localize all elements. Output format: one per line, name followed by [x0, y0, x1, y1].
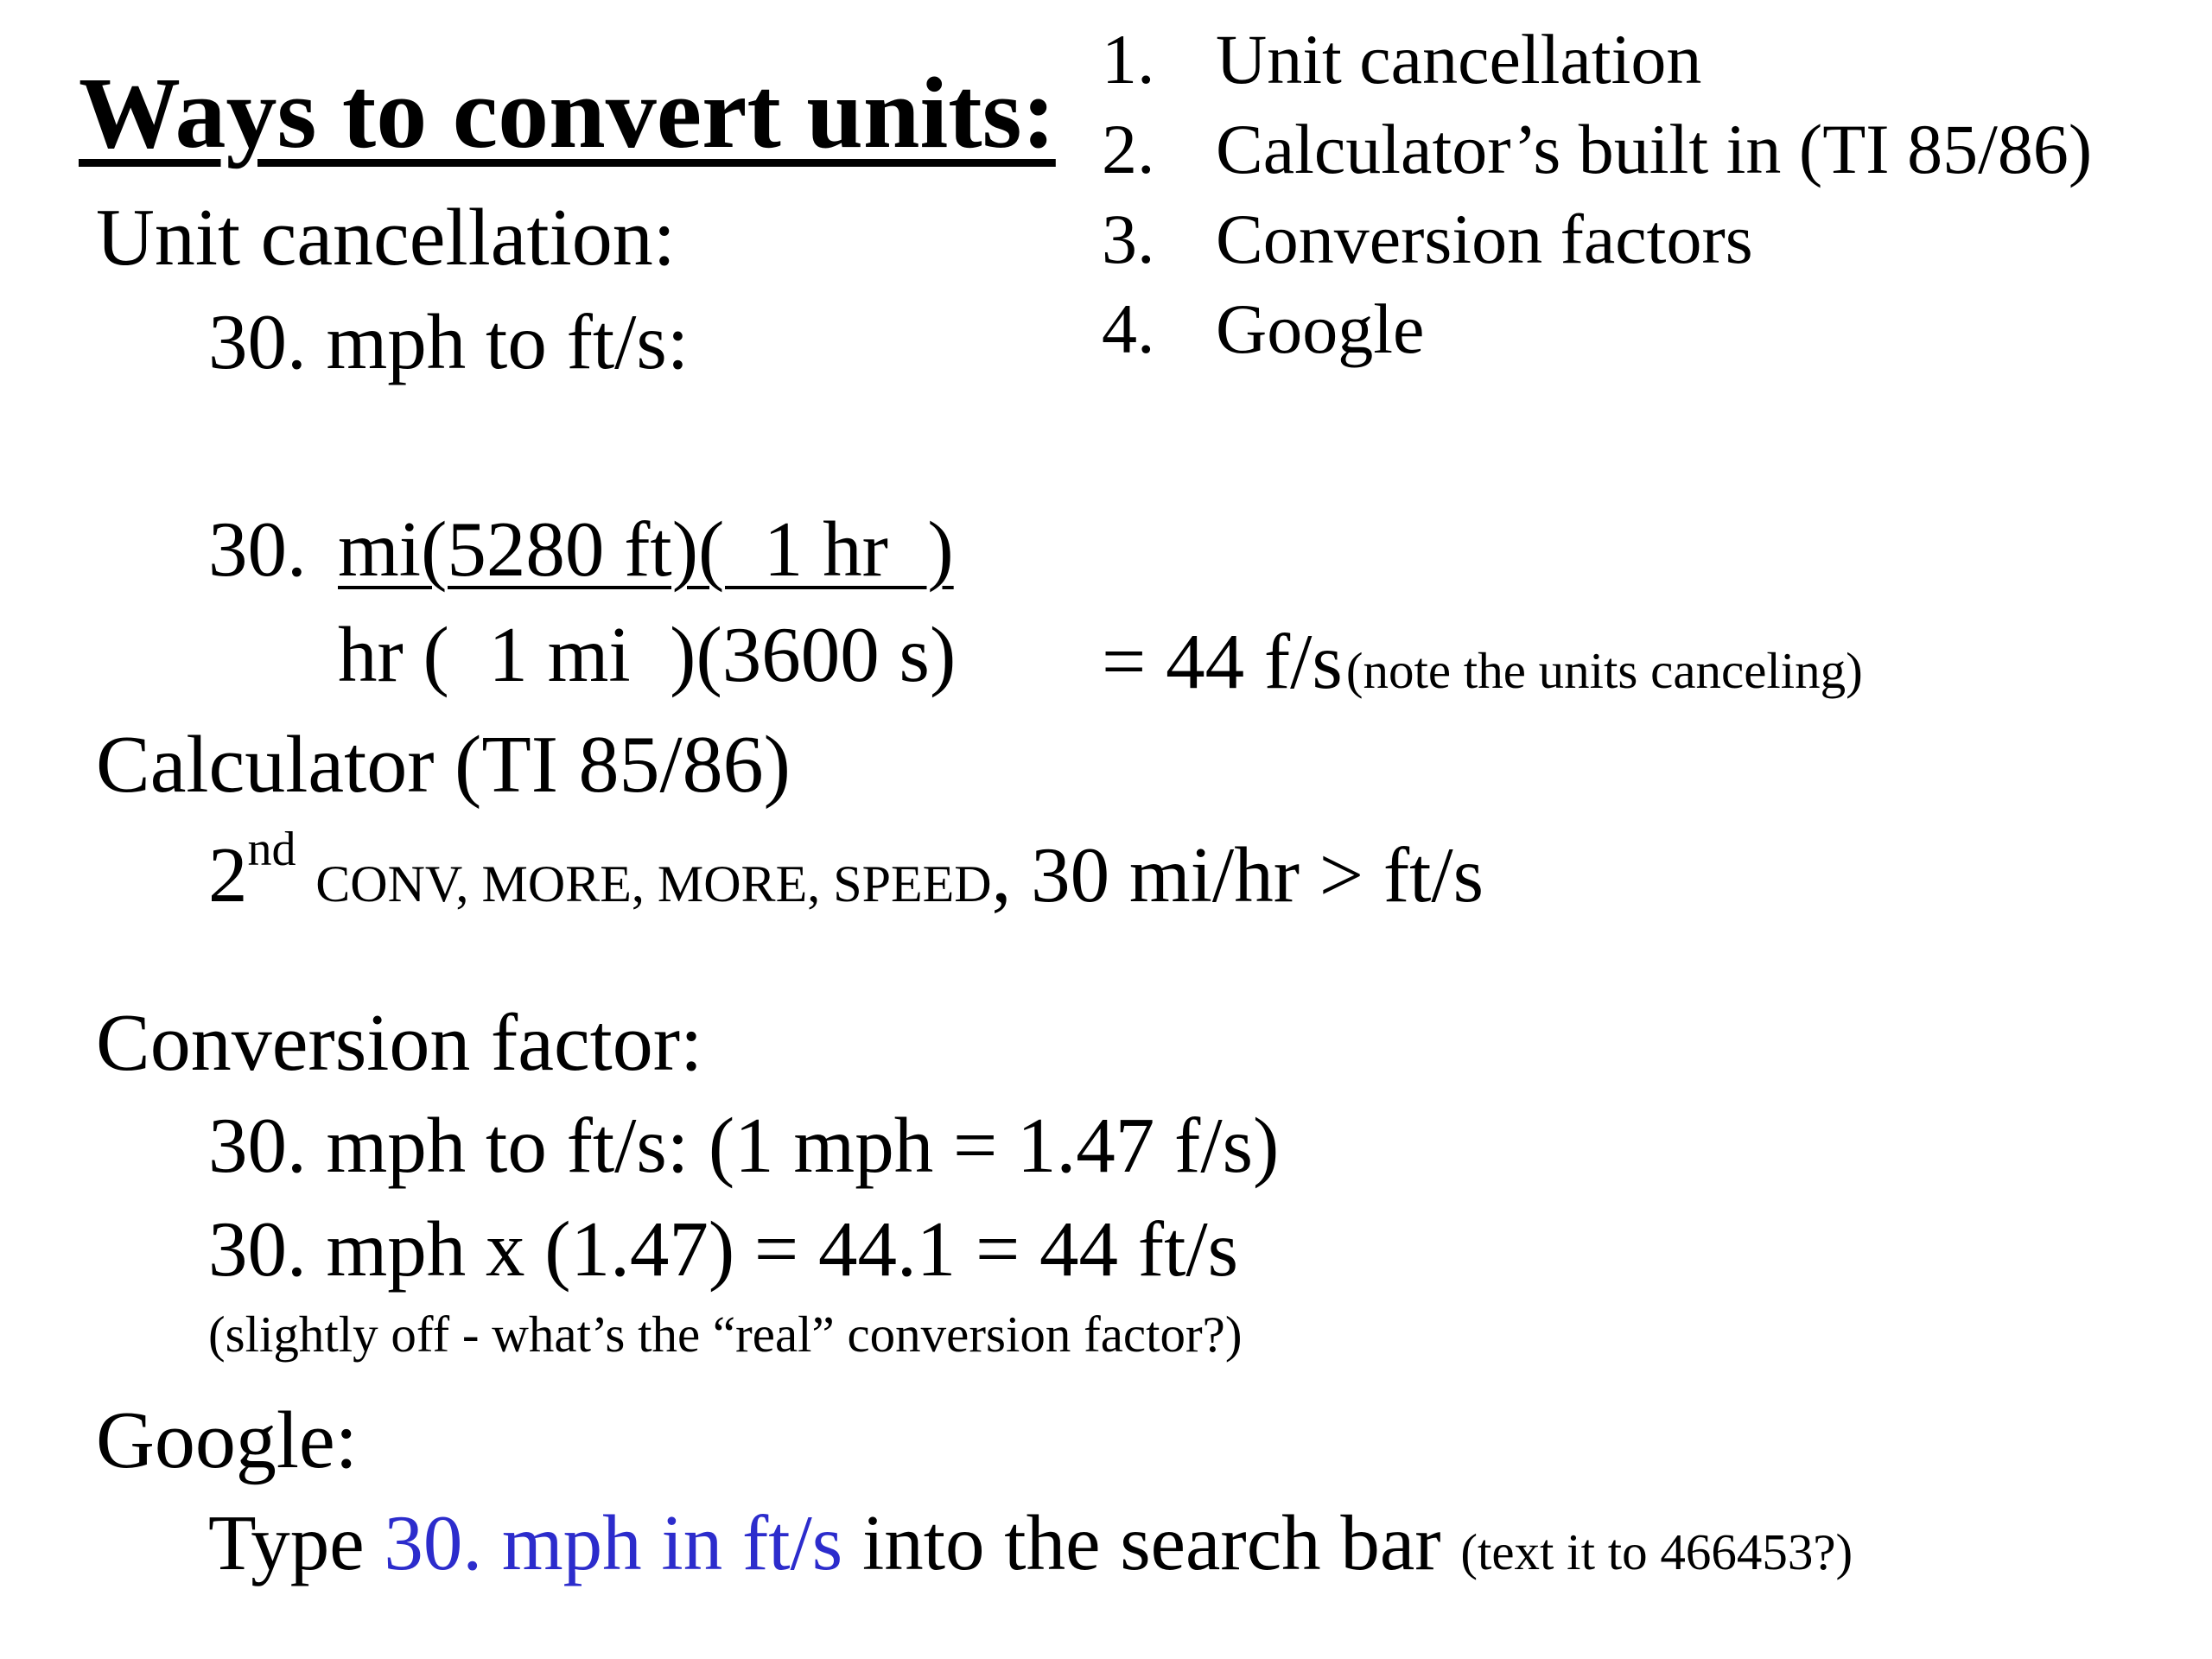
- google-instruction: [208, 1499, 1853, 1586]
- unit-cancellation-problem: 30. mph to ft/s:: [208, 298, 690, 385]
- list-number: 2.: [1102, 110, 1155, 188]
- calculator-heading: Calculator (TI 85/86): [96, 720, 791, 810]
- conversion-factor-note: (slightly off - what’s the “real” conversion factor?): [208, 1306, 1243, 1363]
- list-item: [1102, 20, 2092, 114]
- list-item: [1102, 200, 2092, 294]
- calculator-step-rest: , 30 mi/hr > ft/s: [991, 831, 1484, 918]
- list-label: Conversion factors: [1216, 200, 1753, 278]
- fraction-numerator: mi(5280 ft)( 1 hr ): [338, 505, 954, 593]
- fraction-denominator: hr ( 1 mi )(3600 s): [338, 611, 957, 698]
- conversion-factor-heading: Conversion factor:: [96, 998, 703, 1088]
- calculator-step-sup: nd: [247, 823, 296, 876]
- list-label: Calculator’s built in (TI 85/86): [1216, 110, 2093, 188]
- units-note: (note the units canceling): [1345, 642, 1863, 699]
- google-note: (text it to 466453?): [1460, 1523, 1853, 1580]
- conversion-factor-line2: 30. mph x (1.47) = 44.1 = 44 ft/s: [208, 1205, 1239, 1293]
- list-item: [1102, 289, 2092, 384]
- calculator-step-base: 2: [208, 831, 248, 918]
- google-suffix: into the search bar: [861, 1499, 1441, 1586]
- list-number: 4.: [1102, 289, 1155, 368]
- unit-cancellation-heading: Unit cancellation:: [96, 193, 676, 283]
- conversion-factor-line1: 30. mph to ft/s: (1 mph = 1.47 f/s): [208, 1102, 1280, 1189]
- list-label: Unit cancellation: [1216, 20, 1702, 99]
- list-label: Google: [1216, 289, 1425, 368]
- google-query: 30. mph in ft/s: [384, 1499, 843, 1586]
- list-number: 1.: [1102, 20, 1155, 99]
- google-prefix: Type: [208, 1499, 365, 1586]
- fraction-lead: 30.: [208, 505, 307, 593]
- calculator-keys: CONV, MORE, MORE, SPEED: [315, 855, 992, 912]
- list-item: [1102, 110, 2093, 204]
- google-heading: Google:: [96, 1395, 358, 1485]
- fraction-result: = 44 f/s: [1102, 618, 1343, 705]
- methods-list: [1102, 20, 2093, 384]
- calculator-steps: [208, 823, 1484, 918]
- page-title: Ways to convert units:: [79, 56, 1056, 169]
- list-number: 3.: [1102, 200, 1155, 278]
- fraction-result-line: [1102, 618, 1863, 705]
